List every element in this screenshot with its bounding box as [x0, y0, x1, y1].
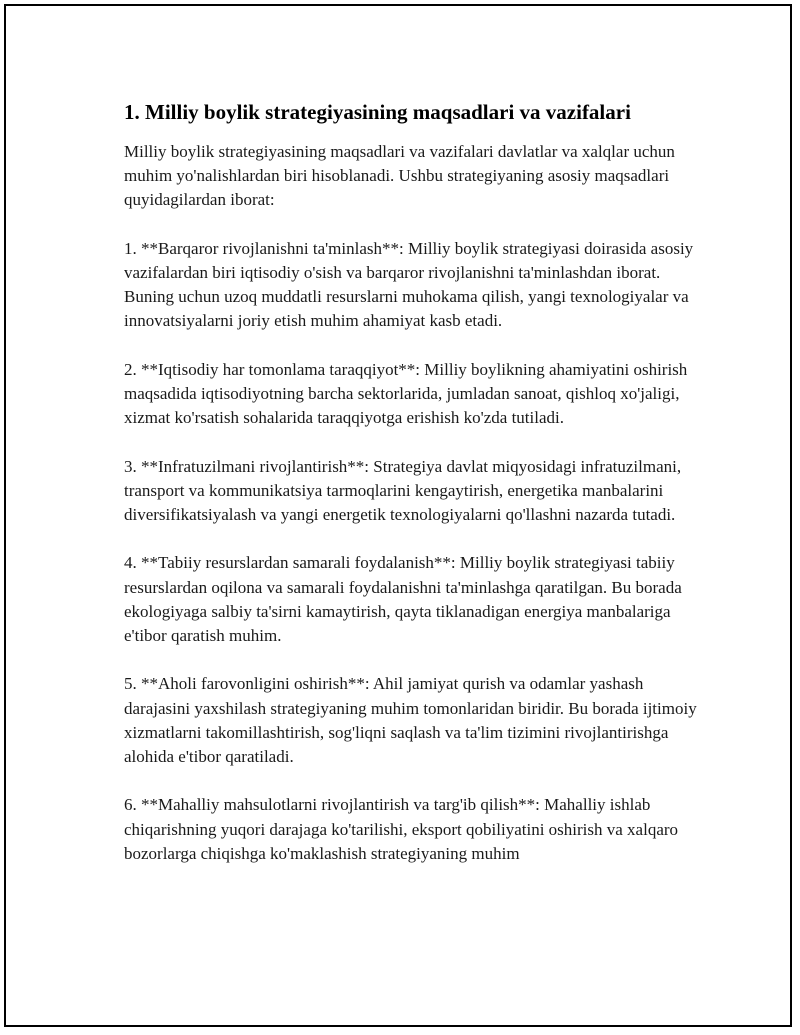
list-item-4: 4. **Tabiiy resurslardan samarali foydalanish**: Milliy boylik strategiyasi tabiiy resurslardan oqilona va samarali foydalanishni ta'minlashga qaratilgan. Bu borada ekologiyaga salbiy ta'sirni kamaytirish, qayta tiklanadigan energiya manbalariga e'tibor qaratish muhim. — [124, 553, 682, 645]
list-item-5: 5. **Aholi farovonligini oshirish**: Ahil jamiyat qurish va odamlar yashash darajasini yaxshilash strategiyaning muhim tomonlaridan biridir. Bu borada ijtimoiy xizmatlarni takomillashtirish, sog'liqni saqlash va ta'lim tizimini rivojlantirishga alohida e'tibor qaratiladi. — [124, 674, 697, 766]
list-item-1: 1. **Barqaror rivojlanishni ta'minlash**: Milliy boylik strategiyasi doirasida asosiy vazifalardan biri iqtisodiy o'sish va barqaror rivojlanishni ta'minlashdan iborat. Buning uchun uzoq muddatli resurslarni muhokama qilish, yangi texnologiyalar va innovatsiyalarni joriy etish muhim ahamiyat kasb etadi. — [124, 238, 694, 331]
list-item-3: 3. **Infratuzilmani rivojlantirish**: Strategiya davlat miqyosidagi infratuzilmani, transport va kommunikatsiya tarmoqlarini kengaytirish, energetika manbalarini diversifikatsiyalash va yangi energetik texnologiyalarni qo'llashni nazarda tutadi. — [124, 456, 682, 524]
section-heading: 1. Milliy boylik strategiyasining maqsadlari va vazifalari — [124, 100, 631, 124]
list-item-6: 6. **Mahalliy mahsulotlarni rivojlantirish va targ'ib qilish**: Mahalliy ishlab chiqarishning yuqori darajaga ko'tarilishi, eksport qobiliyatini oshirish va xalqaro bozorlarga chiqishga ko'maklashish strategiyaning muhim — [124, 795, 679, 863]
intro-paragraph: Milliy boylik strategiyasining maqsadlari va vazifalari davlatlar va xalqlar uchun muhim yo'nalishlardan biri hisoblanadi. Ushbu strategiyaning asosiy maqsadlari quyidagilardan iborat: — [124, 142, 675, 210]
list-item-2: 2. **Iqtisodiy har tomonlama taraqqiyot**: Milliy boylikning ahamiyatini oshirish maqsadida iqtisodiyotning barcha sektorlarida, jumladan sanoat, qishloq xo'jaligi, xizmat ko'rsatish sohalarida taraqqiyotga erishish ko'zda tutiladi. — [124, 359, 688, 428]
document-body — [124, 98, 704, 890]
page-frame — [4, 4, 792, 1027]
